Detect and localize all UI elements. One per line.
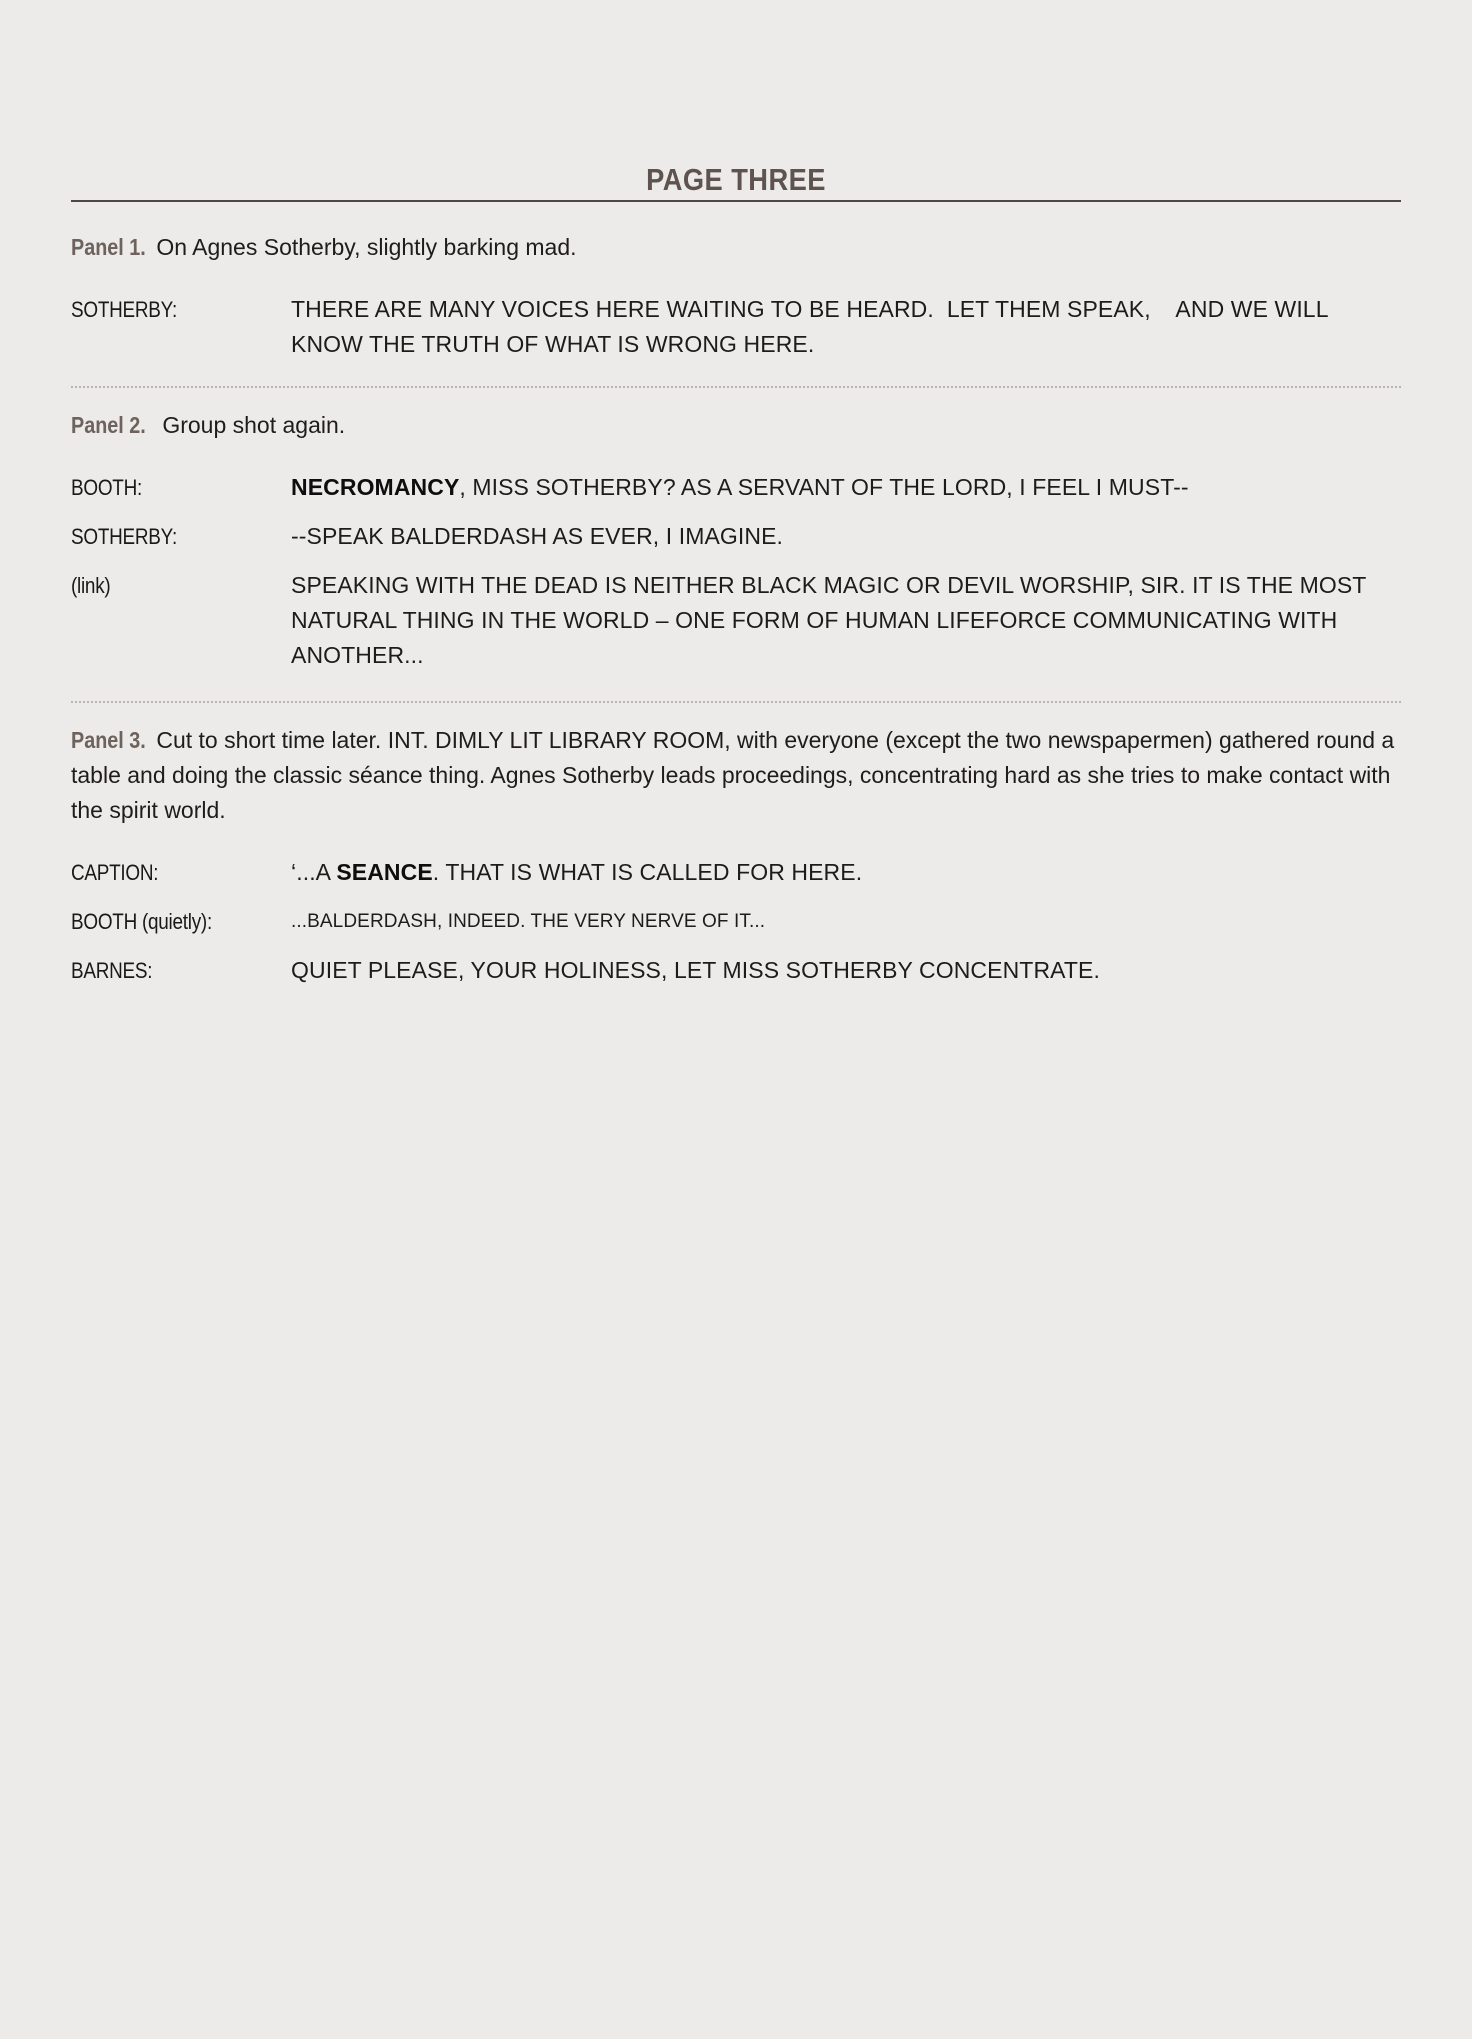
dialogue-text [291, 470, 1401, 505]
speaker-label: CAPTION: [71, 860, 159, 885]
dialogue-text: --SPEAK BALDERDASH AS EVER, I IMAGINE. [291, 523, 784, 549]
panel-description [71, 723, 1401, 828]
dialogue-text-rest: . THAT IS WHAT IS CALLED FOR HERE. [432, 859, 863, 885]
speaker-label: BOOTH: [71, 475, 142, 500]
script-content [71, 160, 1401, 988]
panel-description [71, 230, 1401, 265]
panel-2 [71, 408, 1401, 673]
dialogue-text: SPEAKING WITH THE DEAD IS NEITHER BLACK MAGIC OR DEVIL WORSHIP, SIR. IT IS THE MOST NATURAL THING IN THE WORLD – ONE FORM OF HUMAN LIFEFORCE COMMUNICATING WITH ANOTHER... [291, 572, 1367, 668]
dialogue-text: QUIET PLEASE, YOUR HOLINESS, LET MISS SOTHERBY CONCENTRATE. [291, 957, 1100, 983]
panel-label: Panel 1. [71, 234, 146, 260]
panel-description [71, 408, 1401, 443]
panel-3 [71, 723, 1401, 988]
page-title: PAGE THREE [646, 162, 826, 197]
dialogue-row [71, 519, 1401, 554]
dialogue-row [71, 904, 1401, 939]
title-divider [71, 200, 1401, 202]
dialogue-row [71, 292, 1401, 362]
speaker-label: (link) [71, 573, 111, 598]
dialogue-row [71, 855, 1401, 890]
dialogue-text: THERE ARE MANY VOICES HERE WAITING TO BE HEARD. LET THEM SPEAK, AND WE WILL KNOW THE TRUTH OF WHAT IS WRONG HERE. [291, 296, 1335, 357]
emphasis-text: SEANCE [336, 859, 433, 885]
emphasis-text: NECROMANCY [291, 474, 460, 500]
panel-description-text: Group shot again. [162, 412, 346, 438]
panel-label: Panel 2. [71, 412, 146, 438]
panel-separator [71, 701, 1401, 703]
speaker-label: BARNES: [71, 958, 153, 983]
dialogue-row [71, 953, 1401, 988]
dialogue-row [71, 568, 1401, 673]
dialogue-text-prefix: ‘...A [291, 859, 337, 885]
speaker-label: SOTHERBY: [71, 297, 177, 322]
dialogue-row [71, 470, 1401, 505]
dialogue-text-rest: , MISS SOTHERBY? AS A SERVANT OF THE LORD, I FEEL I MUST-- [459, 474, 1189, 500]
panel-separator [71, 386, 1401, 388]
speaker-label: SOTHERBY: [71, 524, 177, 549]
panel-label: Panel 3. [71, 727, 146, 753]
dialogue-text [291, 855, 1401, 890]
dialogue-text-whisper: ...BALDERDASH, INDEED. THE VERY NERVE OF IT... [291, 911, 766, 932]
speaker-label: BOOTH (quietly): [71, 909, 212, 934]
panel-description-text: Cut to short time later. INT. DIMLY LIT LIBRARY ROOM, with everyone (except the two newspapermen) gathered round a table and doing the classic séance thing. Agnes Sotherby leads proceedings, concentrating hard as she tries to make contact with the spirit world. [71, 727, 1395, 823]
panel-description-text: On Agnes Sotherby, slightly barking mad. [156, 234, 577, 260]
panel-1 [71, 230, 1401, 362]
